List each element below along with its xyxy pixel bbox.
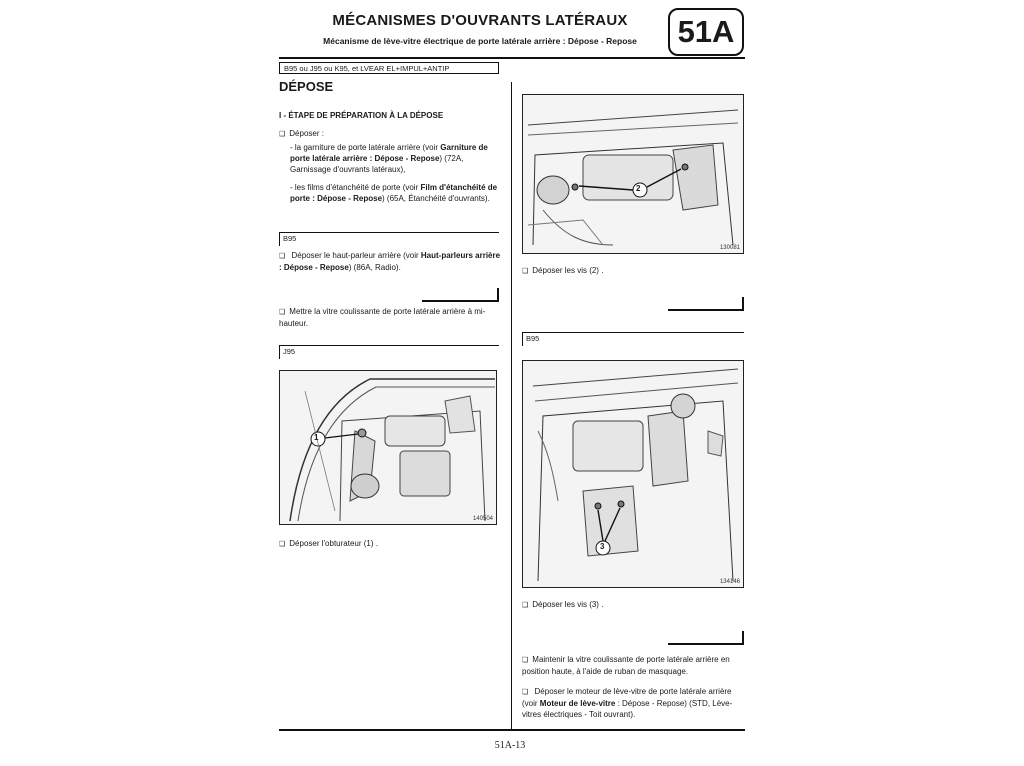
- instruction-obturateur: ❑ Déposer l'obturateur (1) .: [279, 538, 499, 550]
- callout-1: 1: [314, 433, 319, 442]
- column-divider: [511, 82, 512, 730]
- films-text-c: ) (65A, Étanchéité d'ouvrants).: [382, 194, 490, 203]
- end-rule-right-2: [668, 631, 744, 645]
- instruction-maintenir: ❑ Maintenir la vitre coulissante de porte latérale arrière en position haute, à l'aide de ruban de masquage.: [522, 654, 744, 677]
- moteur-link[interactable]: Moteur de lève-vitre: [539, 699, 616, 708]
- footer-rule: [279, 729, 745, 731]
- section-badge: 51A: [668, 8, 744, 56]
- films-link[interactable]: Film d'étanchéité de porte : Dépose - Repose: [290, 183, 498, 203]
- films-text-a: - les films d'étanchéité de porte (voir: [290, 183, 421, 192]
- instruction-films: [290, 182, 500, 204]
- callout-3: 3: [600, 542, 605, 551]
- instruction-vitre: ❑ Mettre la vitre coulissante de porte latérale arrière à mi-hauteur.: [279, 306, 501, 329]
- header-subtitle: Mécanisme de lève-vitre électrique de porte latérale arrière : Dépose - Repose: [323, 36, 637, 46]
- tag-b95-right: B95: [522, 332, 744, 346]
- figure-code-left: 140504: [472, 516, 493, 522]
- header-title: MÉCANISMES D'OUVRANTS LATÉRAUX: [332, 12, 628, 29]
- figure-door-j95: [279, 370, 497, 525]
- garniture-link[interactable]: Garniture de porte latérale arrière : Dépose - Repose: [290, 143, 488, 163]
- figure-door-screws-3: [522, 360, 744, 588]
- door-illustration-3: [523, 361, 744, 588]
- page-number: 51A-13: [494, 740, 526, 751]
- callout-2: 2: [636, 184, 641, 193]
- hp-text-c: ) (86A, Radio).: [348, 263, 401, 272]
- instruction-garniture: [290, 142, 500, 175]
- hp-text-a: Déposer le haut-parleur arrière (voir: [291, 251, 421, 260]
- instruction-vis-2: ❑ Déposer les vis (2) .: [522, 265, 742, 277]
- hp-link[interactable]: Haut-parleurs arrière : Dépose - Repose: [279, 251, 501, 272]
- door-illustration-2: [523, 95, 744, 254]
- end-rule-right: [668, 297, 744, 311]
- figure-code-right-1: 130081: [719, 245, 740, 251]
- tag-b95-left: B95: [279, 232, 499, 246]
- instruction-moteur: [522, 686, 744, 720]
- figure-door-screws-2: [522, 94, 744, 254]
- garniture-text-c: ) (72A, Garnissage d'ouvrants latéraux),: [290, 154, 464, 174]
- door-illustration: [280, 371, 497, 525]
- instruction-deposer: ❑ Déposer :: [279, 128, 499, 140]
- garniture-text-a: - la garniture de porte latérale arrière (voir: [290, 143, 441, 152]
- moteur-text-c: : Dépose - Repose) (STD, Lève-vitres électriques - Toit ouvrant).: [522, 699, 733, 719]
- section-title: DÉPOSE: [279, 79, 334, 94]
- step-title: I - ÉTAPE DE PRÉPARATION À LA DÉPOSE: [279, 111, 444, 120]
- moteur-text-a: Déposer le moteur de lève-vitre de porte latérale arrière (voir: [522, 687, 732, 708]
- header-rule: [279, 57, 745, 59]
- vehicle-applicability: B95 ou J95 ou K95, et LVEAR EL+IMPUL+ANTIP: [279, 62, 499, 74]
- figure-code-right-2: 134146: [719, 579, 740, 585]
- end-rule-b95: [422, 288, 499, 302]
- tag-j95: J95: [279, 345, 499, 359]
- instruction-haut-parleur: [279, 250, 501, 273]
- instruction-vis-3: ❑ Déposer les vis (3) .: [522, 599, 742, 611]
